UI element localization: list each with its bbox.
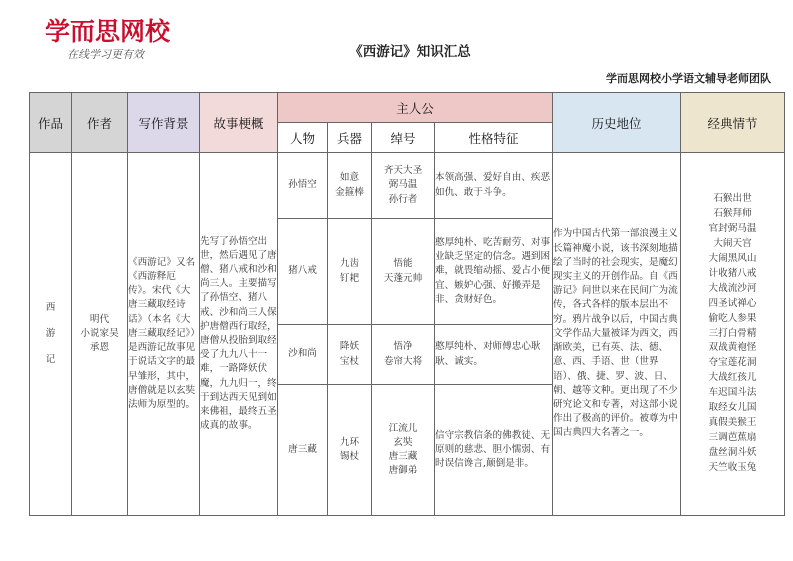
classic-episode: 大闹天宫 bbox=[713, 238, 752, 250]
character-nickname bbox=[372, 153, 435, 219]
author-line: 明代 bbox=[89, 313, 110, 325]
character-name: 孙悟空 bbox=[278, 153, 328, 219]
header-traits: 性格特征 bbox=[435, 123, 553, 153]
classic-episode: 三调芭蕉扇 bbox=[708, 431, 757, 443]
classic-episode: 石猴出世 bbox=[713, 193, 752, 205]
nickname-line: 玄奘 bbox=[393, 436, 413, 448]
weapon-line: 降妖 bbox=[339, 341, 360, 353]
character-weapon bbox=[328, 325, 372, 385]
header-protagonists: 主人公 bbox=[278, 93, 553, 123]
weapon-line: 金箍棒 bbox=[335, 186, 364, 198]
header-person: 人物 bbox=[278, 123, 328, 153]
classic-episode: 计收猪八戒 bbox=[708, 267, 757, 279]
classic-episode: 偷吃人参果 bbox=[708, 312, 757, 324]
nickname-line: 卷帘大将 bbox=[383, 355, 423, 367]
author-cell bbox=[72, 153, 128, 516]
logo-name: 学而思网校 bbox=[45, 17, 171, 46]
work-cell bbox=[30, 153, 72, 516]
character-weapon bbox=[328, 219, 372, 325]
character-name: 唐三藏 bbox=[278, 385, 328, 516]
logo-slogan: 在线学习更有效 bbox=[67, 48, 144, 61]
nickname-line: 齐天大圣 bbox=[383, 165, 423, 177]
nickname-line: 孙行者 bbox=[388, 193, 418, 205]
header-background: 写作背景 bbox=[128, 93, 200, 153]
classic-episode: 官封弼马温 bbox=[708, 223, 757, 235]
character-nickname bbox=[372, 385, 435, 516]
logo bbox=[45, 18, 170, 61]
weapon-line: 如意 bbox=[339, 172, 360, 184]
header-author: 作者 bbox=[72, 93, 128, 153]
classic-episode: 取经女儿国 bbox=[708, 402, 757, 414]
work-char: 记 bbox=[45, 354, 56, 365]
nickname-line: 唐御弟 bbox=[388, 465, 418, 477]
header-work: 作品 bbox=[30, 93, 72, 153]
classic-episode: 盘丝洞斗妖 bbox=[708, 446, 757, 458]
work-char: 西 bbox=[45, 302, 56, 313]
classics-list bbox=[681, 192, 784, 475]
nickname-line: 唐三藏 bbox=[388, 451, 418, 462]
nickname-line: 悟净 bbox=[393, 341, 413, 353]
classic-episode: 大闹黑风山 bbox=[708, 253, 757, 265]
header-weapon: 兵器 bbox=[328, 123, 372, 153]
background-text: 《西游记》又名《西游释厄传》。宋代《大唐三藏取经诗话》（本名《大唐三藏取经记》）是西游记故事见于说话文字的最早雏形，其中，唐僧就是以玄奘法师为原型的。 bbox=[128, 256, 196, 410]
character-weapon bbox=[328, 385, 372, 516]
author-line: 承恩 bbox=[89, 342, 110, 354]
character-traits: 憨厚纯朴、对师傅忠心耿耿、诚实。 bbox=[435, 325, 553, 385]
weapon-line: 锡杖 bbox=[339, 451, 360, 462]
character-nickname bbox=[372, 219, 435, 325]
team-credit: 学而思网校小学语文辅导老师团队 bbox=[606, 72, 771, 85]
classic-episode: 四圣试禅心 bbox=[708, 297, 757, 309]
classic-episode: 夺宝莲花洞 bbox=[708, 357, 757, 369]
work-char: 游 bbox=[45, 328, 56, 339]
classic-episode: 大战红孩儿 bbox=[708, 372, 757, 384]
nickname-line: 江流儿 bbox=[388, 422, 418, 434]
nickname-line: 天蓬元帅 bbox=[383, 272, 423, 284]
weapon-line: 九环 bbox=[339, 436, 360, 448]
plot-cell bbox=[200, 153, 278, 516]
character-weapon bbox=[328, 153, 372, 219]
character-traits: 信守宗教信条的佛教徒、无原则的慈悲、胆小懦弱、有时误信谗言,颠倒是非。 bbox=[435, 385, 553, 516]
plot-text: 先写了孙悟空出世，然后遇见了唐僧、猪八戒和沙和尚三人。主要描写了孙悟空、猪八戒、沙和尚三人保护唐僧西行取经，唐僧从投胎到取经受了九九八十一难，一路降妖伏魔，九九归一，终于到达西天见到如来佛祖，最终五圣成真的故事。 bbox=[200, 235, 277, 432]
character-name: 沙和尚 bbox=[278, 325, 328, 385]
header-status: 历史地位 bbox=[553, 93, 681, 153]
weapon-line: 钉耙 bbox=[339, 272, 360, 284]
character-traits: 本领高强、爱好自由、疾恶如仇、敢于斗争。 bbox=[435, 153, 553, 219]
classic-episode: 三打白骨精 bbox=[708, 327, 757, 339]
page-title: 《西游记》知识汇总 bbox=[349, 44, 471, 60]
character-nickname bbox=[372, 325, 435, 385]
background-cell bbox=[128, 153, 200, 516]
classics-cell bbox=[681, 153, 785, 516]
classic-episode: 石猴拜师 bbox=[713, 208, 752, 220]
nickname-line: 弼马温 bbox=[388, 179, 418, 191]
header-classics: 经典情节 bbox=[681, 93, 785, 153]
weapon-line: 宝杖 bbox=[339, 355, 360, 367]
header-plot: 故事梗概 bbox=[200, 93, 278, 153]
classic-episode: 真假美猴王 bbox=[708, 416, 757, 428]
character-name: 猪八戒 bbox=[278, 219, 328, 325]
classic-episode: 天竺收玉兔 bbox=[708, 461, 757, 473]
status-text: 作为中国古代第一部浪漫主义长篇神魔小说，该书深刻地描绘了当时的社会现实，是魔幻现实主义的开创作品。自《西游记》问世以来在民间广为流传，各式各样的版本层出不穷。鸦片战争以后，中国古典文学作品大量被译为西文，西渐欧美，已有英、法、德、意、西、手语、世（世界语）、俄、捷、罗、波、日、朝、越等文种。更出现了不少研究论文和专著，对这部小说作出了极高的评价。被尊为中国古典四大名著之一。 bbox=[553, 228, 678, 439]
knowledge-table bbox=[29, 92, 785, 516]
classic-episode: 双战黄袍怪 bbox=[708, 342, 757, 354]
weapon-line: 九齿 bbox=[339, 258, 360, 270]
classic-episode: 大战流沙河 bbox=[708, 282, 757, 294]
header-nickname: 绰号 bbox=[372, 123, 435, 153]
character-traits: 憨厚纯朴、吃苦耐劳、对事业缺乏坚定的信念。遇到困难，就畏缩动摇、爱占小便宜、嫉妒心强、好搬弄是非、贪财好色。 bbox=[435, 219, 553, 325]
classic-episode: 车迟国斗法 bbox=[708, 387, 757, 399]
author-line: 小说家吴 bbox=[80, 327, 119, 339]
status-cell bbox=[553, 153, 681, 516]
nickname-line: 悟能 bbox=[393, 258, 413, 270]
